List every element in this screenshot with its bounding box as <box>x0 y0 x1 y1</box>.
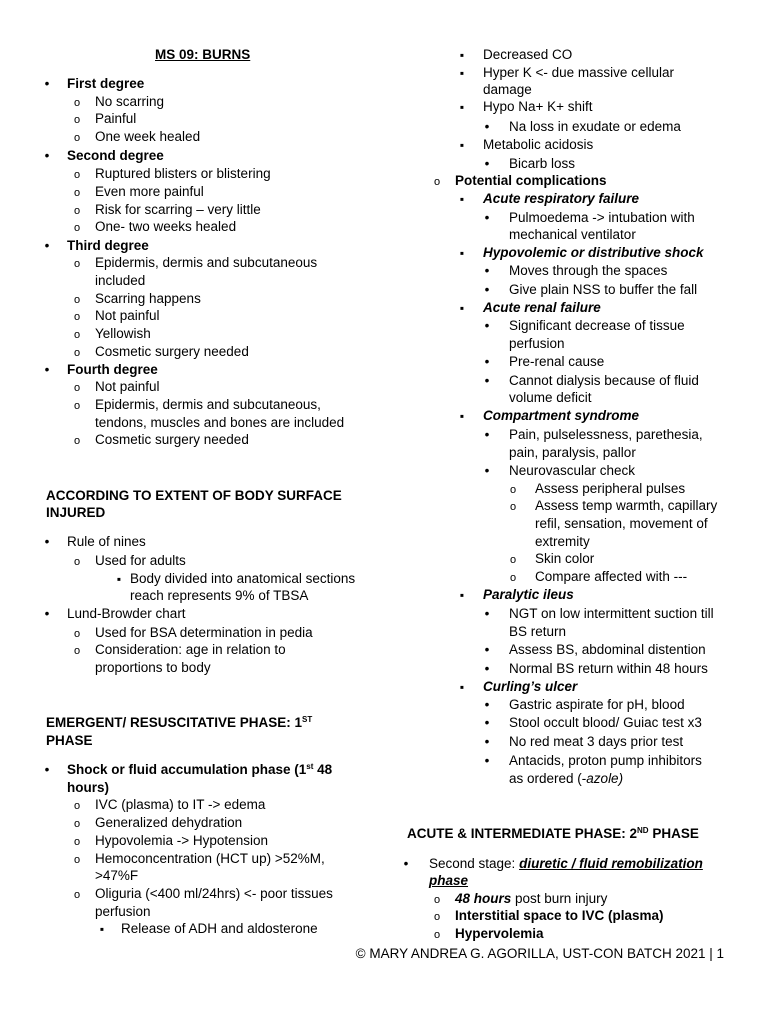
square-bullet-icon <box>455 46 469 64</box>
list-item: Scarring happens <box>95 291 201 306</box>
circle-bullet-icon <box>70 814 84 833</box>
list-item: Normal BS return within 48 hours <box>509 661 708 676</box>
list-item: Bicarb loss <box>509 156 576 171</box>
list-item-continued: phase <box>429 873 469 888</box>
circle-bullet-icon <box>70 850 84 869</box>
list-item-continued: >47%F <box>95 868 139 883</box>
list-item: Body divided into anatomical sections <box>130 571 356 586</box>
bullet-icon <box>480 641 494 658</box>
list-item-continued: extremity <box>535 534 590 549</box>
fourth-degree-heading: Fourth degree <box>67 362 158 377</box>
list-item: Epidermis, dermis and subcutaneous <box>95 255 318 270</box>
circle-bullet-icon <box>70 885 84 904</box>
list-item: Give plain NSS to buffer the fall <box>509 282 698 297</box>
list-item-continued: as ordered (-azole) <box>509 771 624 786</box>
list-item: Assess BS, abdominal distention <box>509 642 706 657</box>
emergent-heading-continued: PHASE <box>46 733 93 748</box>
list-item: Assess peripheral pulses <box>535 481 686 496</box>
list-item: IVC (plasma) to IT -> edema <box>95 797 266 812</box>
list-item: Significant decrease of tissue <box>509 318 685 333</box>
list-item: Second stage: diuretic / fluid remobilization <box>429 856 703 871</box>
list-item: Not painful <box>95 308 160 323</box>
bullet-icon <box>480 155 494 172</box>
bullet-icon <box>40 533 54 550</box>
bullet-icon <box>480 281 494 298</box>
list-item: Consideration: age in relation to <box>95 642 286 657</box>
circle-bullet-icon <box>70 552 84 571</box>
list-item: Hypervolemia <box>455 926 544 941</box>
circle-bullet-icon <box>70 431 84 450</box>
list-item: Pulmoedema -> intubation with <box>509 210 695 225</box>
circle-bullet-icon <box>70 641 84 660</box>
list-item: Cannot dialysis because of fluid <box>509 373 699 388</box>
bullet-icon <box>480 353 494 370</box>
circle-bullet-icon <box>506 550 520 569</box>
list-item: Decreased CO <box>483 47 573 62</box>
acute-phase-heading: ACUTE & INTERMEDIATE PHASE: 2ND PHASE <box>407 826 699 841</box>
bullet-icon <box>40 147 54 164</box>
bullet-icon <box>480 752 494 769</box>
complication-heading: Compartment syndrome <box>483 408 640 423</box>
list-item-continued: proportions to body <box>95 660 211 675</box>
list-item: One- two weeks healed <box>95 219 237 234</box>
second-degree-heading: Second degree <box>67 148 164 163</box>
list-item: Skin color <box>535 551 595 566</box>
bullet-icon <box>480 426 494 443</box>
list-item: Stool occult blood/ Guiac test x3 <box>509 715 702 730</box>
circle-bullet-icon <box>70 165 84 184</box>
list-item: Not painful <box>95 379 160 394</box>
bullet-icon <box>480 696 494 713</box>
shock-phase-heading: Shock or fluid accumulation phase (1st 48 <box>67 762 333 777</box>
list-item: Hypovolemia -> Hypotension <box>95 833 268 848</box>
list-item-continued: mechanical ventilator <box>509 227 636 242</box>
list-item-continued: perfusion <box>95 904 151 919</box>
list-item: Ruptured blisters or blistering <box>95 166 271 181</box>
list-item: Hypo Na+ K+ shift <box>483 99 593 114</box>
extent-heading-continued: INJURED <box>46 505 106 520</box>
circle-bullet-icon <box>506 497 520 516</box>
square-bullet-icon <box>455 678 469 696</box>
bullet-icon <box>480 660 494 677</box>
square-bullet-icon <box>455 136 469 154</box>
list-item: Generalized dehydration <box>95 815 243 830</box>
bullet-icon <box>480 462 494 479</box>
list-item: One week healed <box>95 129 201 144</box>
complication-heading: Paralytic ileus <box>483 587 574 602</box>
circle-bullet-icon <box>70 218 84 237</box>
bullet-icon <box>40 605 54 622</box>
list-item: Interstitial space to IVC (plasma) <box>455 908 664 923</box>
list-item: Antacids, proton pump inhibitors <box>509 753 702 768</box>
shock-phase-heading-continued: hours) <box>67 780 109 795</box>
list-item: Moves through the spaces <box>509 263 668 278</box>
list-item: Na loss in exudate or edema <box>509 119 681 134</box>
circle-bullet-icon <box>70 254 84 273</box>
circle-bullet-icon <box>70 832 84 851</box>
list-item: Used for BSA determination in pedia <box>95 625 313 640</box>
list-item: Oliguria (<400 ml/24hrs) <- poor tissues <box>95 886 333 901</box>
list-item: Lund-Browder chart <box>67 606 186 621</box>
list-item: Metabolic acidosis <box>483 137 594 152</box>
bullet-icon <box>399 855 413 872</box>
bullet-icon <box>40 237 54 254</box>
list-item: Pain, pulselessness, parethesia, <box>509 427 703 442</box>
list-item: No scarring <box>95 94 165 109</box>
square-bullet-icon <box>455 407 469 425</box>
bullet-icon <box>480 605 494 622</box>
list-item: Cosmetic surgery needed <box>95 432 249 447</box>
third-degree-heading: Third degree <box>67 238 149 253</box>
bullet-icon <box>480 209 494 226</box>
complication-heading: Acute respiratory failure <box>483 191 640 206</box>
list-item-continued: pain, paralysis, pallor <box>509 445 636 460</box>
square-bullet-icon <box>455 244 469 262</box>
circle-bullet-icon <box>430 907 444 926</box>
list-item: Even more painful <box>95 184 204 199</box>
list-item: 48 hours post burn injury <box>455 891 608 906</box>
list-item: Hyper K <- due massive cellular <box>483 65 674 80</box>
list-item: Neurovascular check <box>509 463 636 478</box>
list-item-continued: reach represents 9% of TBSA <box>130 588 309 603</box>
square-bullet-icon <box>455 190 469 208</box>
square-bullet-icon <box>455 64 469 82</box>
complication-heading: Hypovolemic or distributive shock <box>483 245 704 260</box>
bullet-icon <box>40 75 54 92</box>
circle-bullet-icon <box>430 172 444 191</box>
bullet-icon <box>480 733 494 750</box>
bullet-icon <box>40 761 54 778</box>
list-item: Risk for scarring – very little <box>95 202 261 217</box>
circle-bullet-icon <box>70 378 84 397</box>
circle-bullet-icon <box>70 110 84 129</box>
list-item: Yellowish <box>95 326 151 341</box>
list-item: Epidermis, dermis and subcutaneous, <box>95 397 321 412</box>
square-bullet-icon <box>112 570 126 588</box>
list-item: Release of ADH and aldosterone <box>121 921 318 936</box>
potential-complications-heading: Potential complications <box>455 173 607 188</box>
square-bullet-icon <box>95 920 109 938</box>
list-item-continued: damage <box>483 82 532 97</box>
list-item: Hemoconcentration (HCT up) >52%M, <box>95 851 325 866</box>
list-item: Cosmetic surgery needed <box>95 344 249 359</box>
list-item-continued: tendons, muscles and bones are included <box>95 415 345 430</box>
complication-heading: Acute renal failure <box>483 300 601 315</box>
bullet-icon <box>480 118 494 135</box>
circle-bullet-icon <box>70 128 84 147</box>
square-bullet-icon <box>455 98 469 116</box>
list-item-continued: refil, sensation, movement of <box>535 516 708 531</box>
extent-heading: ACCORDING TO EXTENT OF BODY SURFACE <box>46 488 342 503</box>
list-item: Compare affected with --- <box>535 569 688 584</box>
emergent-heading: EMERGENT/ RESUSCITATIVE PHASE: 1ST <box>46 715 313 730</box>
bullet-icon <box>480 262 494 279</box>
bullet-icon <box>480 317 494 334</box>
list-item: Assess temp warmth, capillary <box>535 498 718 513</box>
circle-bullet-icon <box>430 925 444 944</box>
bullet-icon <box>40 361 54 378</box>
square-bullet-icon <box>455 586 469 604</box>
bullet-icon <box>480 372 494 389</box>
square-bullet-icon <box>455 299 469 317</box>
bullet-icon <box>480 714 494 731</box>
page-footer: © MARY ANDREA G. AGORILLA, UST-CON BATCH 2021 | 1 <box>355 946 724 961</box>
first-degree-heading: First degree <box>67 76 145 91</box>
list-item: NGT on low intermittent suction till <box>509 606 714 621</box>
complication-heading: Curling’s ulcer <box>483 679 578 694</box>
circle-bullet-icon <box>70 796 84 815</box>
circle-bullet-icon <box>70 396 84 415</box>
list-item: Rule of nines <box>67 534 146 549</box>
list-item: No red meat 3 days prior test <box>509 734 684 749</box>
list-item-continued: included <box>95 273 146 288</box>
page-title: MS 09: BURNS <box>155 47 251 62</box>
circle-bullet-icon <box>70 183 84 202</box>
list-item: Pre-renal cause <box>509 354 605 369</box>
list-item-continued: perfusion <box>509 336 565 351</box>
circle-bullet-icon <box>506 568 520 587</box>
circle-bullet-icon <box>70 325 84 344</box>
list-item-continued: volume deficit <box>509 390 592 405</box>
circle-bullet-icon <box>70 307 84 326</box>
list-item: Gastric aspirate for pH, blood <box>509 697 685 712</box>
list-item-continued: BS return <box>509 624 567 639</box>
list-item: Painful <box>95 111 137 126</box>
circle-bullet-icon <box>70 343 84 362</box>
list-item: Used for adults <box>95 553 186 568</box>
